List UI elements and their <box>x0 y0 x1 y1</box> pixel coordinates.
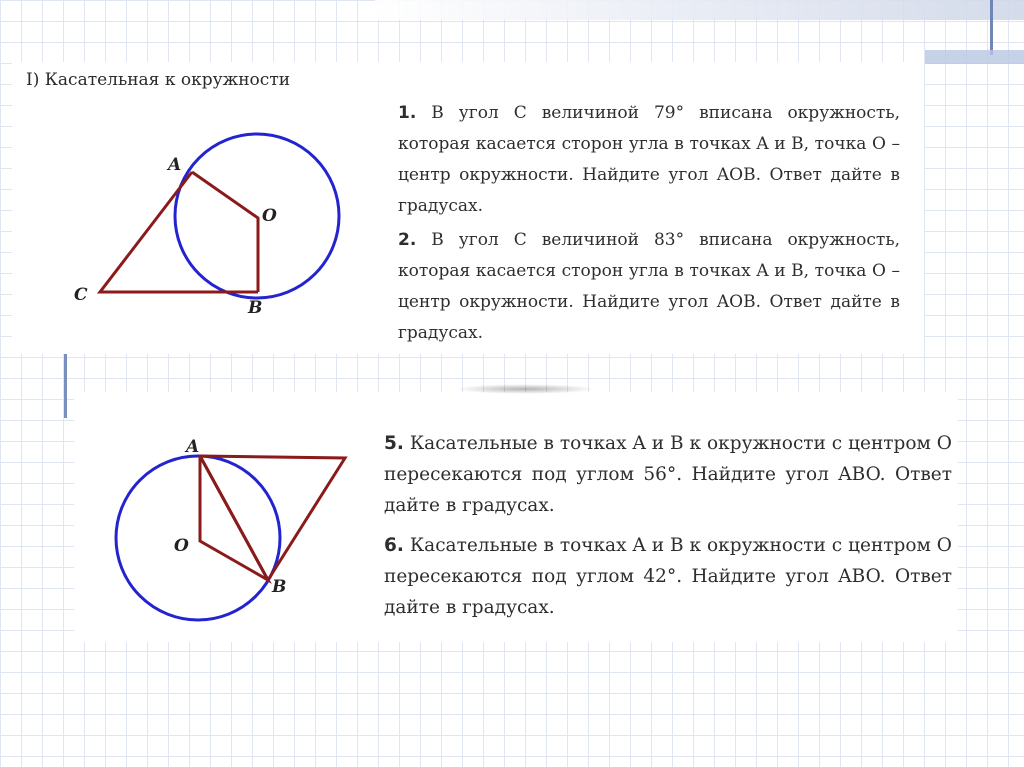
task-6-text: Касательные в точках A и B к окружности с центром O пересекаются под углом 42°. Найдите угол ABO. Ответ дайте в градусах. <box>384 535 952 618</box>
figure2-tangent-lines <box>200 456 345 580</box>
task-1-number: 1. <box>398 103 417 123</box>
figure2-circle <box>116 456 280 620</box>
task-5 <box>384 428 952 521</box>
task-1-text: В угол C величиной 79° вписана окружность, которая касается сторон угла в точках A и B, точка O – центр окружности. Найдите угол AOB. Ответ дайте в градусах. <box>398 103 900 216</box>
task-5-text: Касательные в точках A и B к окружности с центром O пересекаются под углом 56°. Найдите угол ABO. Ответ дайте в градусах. <box>384 433 952 516</box>
section-heading: I) Касательная к окружности <box>26 70 291 90</box>
figure2-label-o: O <box>174 536 189 556</box>
figure1-label-b: B <box>248 298 263 318</box>
figure1-tangent-lines <box>100 172 258 292</box>
task-2 <box>398 225 900 349</box>
task-1 <box>398 98 900 222</box>
task-2-text: В угол C величиной 83° вписана окружность, которая касается сторон угла в точках A и B, точка O – центр окружности. Найдите угол AOB. Ответ дайте в градусах. <box>398 230 900 343</box>
task-2-number: 2. <box>398 230 417 250</box>
task-5-number: 5. <box>384 433 404 454</box>
task-6-number: 6. <box>384 535 404 556</box>
figure2-label-b: B <box>272 577 287 597</box>
task-6 <box>384 530 952 623</box>
figure1-label-a: A <box>168 155 182 175</box>
figure1-label-o: O <box>262 206 277 226</box>
figure1-radii <box>192 172 258 292</box>
figure1-label-c: C <box>74 285 88 305</box>
figure2-label-a: A <box>186 437 200 457</box>
